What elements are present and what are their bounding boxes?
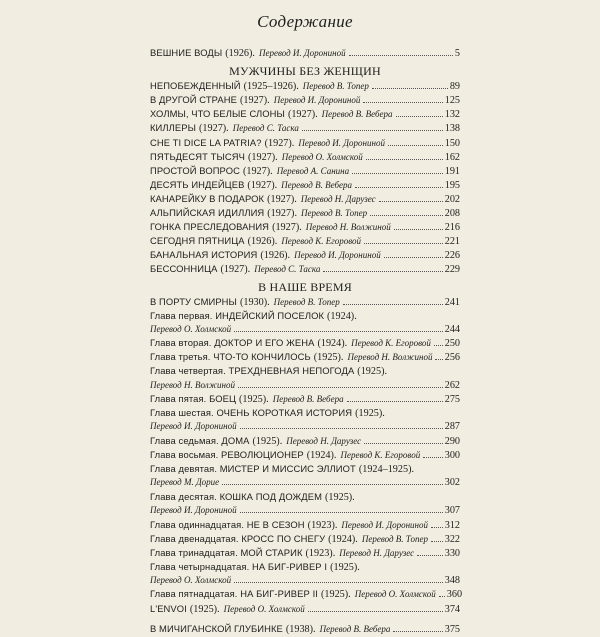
entry-page-number: 191 — [444, 165, 460, 177]
entry-title: ПЯТЬДЕСЯТ ТЫСЯЧ — [150, 150, 245, 162]
toc-entry — [150, 602, 460, 616]
dot-leader — [302, 130, 443, 131]
dot-leader — [384, 257, 443, 258]
entry-title: Глава четвертая. ТРЕХДНЕВНАЯ НЕПОГОДА — [150, 365, 355, 377]
toc-entry — [150, 574, 460, 588]
toc-entry — [150, 490, 460, 504]
toc-entry — [150, 462, 460, 476]
entry-translator: Перевод О. Холмской — [150, 323, 232, 334]
toc-entry — [150, 234, 460, 248]
entry-translator: Перевод О. Холмской — [281, 151, 363, 162]
entry-translator: Перевод И. Дорониной — [273, 95, 361, 106]
toc-entry — [150, 295, 460, 309]
entry-page-number: 125 — [444, 95, 460, 107]
entry-title: Глава тринадцатая. МОЙ СТАРИК — [150, 546, 303, 558]
dot-leader — [423, 457, 443, 458]
entry-year: (1924–1925). — [358, 464, 415, 476]
entry-year: (1927). — [264, 137, 295, 149]
entry-year: (1925). — [189, 603, 220, 615]
entry-year: (1927). — [242, 165, 273, 177]
entry-translator: Перевод И. Дорониной — [258, 48, 346, 58]
toc-entry — [150, 546, 460, 560]
entry-year: (1927). — [199, 123, 229, 135]
dot-leader — [370, 215, 443, 216]
entry-title: КИЛЛЕРЫ — [150, 122, 197, 134]
entry-translator: Перевод С. Таска — [254, 264, 321, 275]
entry-translator: Перевод О. Холмской — [354, 589, 436, 600]
entry-translator: Перевод К. Егоровой — [281, 236, 362, 247]
entry-translator: Перевод Н. Волжиной — [305, 222, 391, 233]
entry-title: В ДРУГОЙ СТРАНЕ — [150, 94, 237, 106]
toc-list — [150, 46, 463, 637]
entry-page-number: 330 — [444, 547, 460, 559]
entry-page-number: 195 — [444, 179, 460, 191]
entry-translator: Перевод В. Вебера — [319, 623, 391, 634]
entry-translator: Перевод Н. Дарузес — [300, 193, 376, 204]
toc-entry — [150, 448, 460, 462]
toc-entry — [150, 79, 460, 93]
toc-entry — [150, 323, 460, 337]
entry-year: (1925). — [355, 408, 385, 420]
entry-title: Глава девятая. МИСТЕР И МИССИС ЭЛЛИОТ — [150, 463, 356, 475]
toc-entry — [150, 136, 460, 150]
entry-year: (1925–1926). — [243, 81, 299, 93]
dot-leader — [431, 527, 443, 528]
entry-year: (1927). — [247, 151, 278, 163]
entry-page-number: 262 — [444, 379, 460, 391]
dot-leader — [393, 631, 442, 632]
entry-page-number: 132 — [444, 109, 460, 121]
entry-page-number: 216 — [444, 222, 460, 234]
entry-page-number: 162 — [444, 151, 460, 163]
entry-year: (1923). — [305, 547, 336, 559]
toc-entry — [150, 350, 460, 364]
entry-title: Глава десятая. КОШКА ПОД ДОЖДЕМ — [150, 490, 323, 502]
toc-entry — [150, 248, 460, 262]
entry-page-number: 229 — [444, 264, 460, 276]
entry-page-number: 302 — [444, 477, 460, 489]
entry-year: (1927). — [247, 179, 278, 191]
entry-translator: Перевод И. Дорониной — [150, 504, 237, 515]
entry-translator: Перевод В. Вебера — [281, 179, 352, 190]
entry-year: (1927). — [220, 264, 251, 276]
toc-entry — [150, 121, 460, 135]
dot-leader — [417, 555, 443, 556]
entry-title: ПРОСТОЙ ВОПРОС — [150, 164, 240, 176]
dot-leader — [364, 443, 443, 444]
dot-leader — [240, 512, 443, 513]
section-heading: МУЖЧИНЫ БЕЗ ЖЕНЩИН — [229, 64, 381, 79]
entry-title: СЕГОДНЯ ПЯТНИЦА — [150, 235, 245, 247]
entry-page-number: 307 — [444, 504, 460, 516]
entry-title: L'ENVOI — [150, 602, 187, 614]
entry-page-number: 202 — [444, 193, 460, 205]
dot-leader — [372, 88, 448, 89]
toc-entry — [150, 336, 460, 350]
entry-year: (1925). — [320, 589, 351, 601]
dot-leader — [379, 201, 443, 202]
dot-leader — [347, 401, 443, 402]
entry-translator: Перевод Н. Дарузес — [339, 547, 415, 558]
entry-title: В МИЧИГАНСКОЙ ГЛУБИНКЕ — [150, 622, 283, 634]
entry-translator: Перевод И. Дорониной — [150, 421, 237, 432]
entry-title: CHE TI DICE LA PATRIA? — [150, 136, 262, 148]
toc-entry — [150, 476, 460, 490]
dot-leader — [366, 159, 443, 160]
entry-translator: Перевод В. Топер — [273, 296, 340, 307]
entry-translator: Перевод А. Санина — [276, 165, 350, 176]
entry-translator: Перевод И. Дорониной — [294, 250, 381, 261]
entry-year: (1927). — [272, 222, 302, 234]
entry-translator: Перевод В. Топер — [301, 208, 368, 219]
entry-page-number: 375 — [444, 623, 460, 635]
entry-year: (1924). — [317, 338, 348, 350]
dot-leader — [323, 271, 442, 272]
entry-page-number: 208 — [444, 208, 460, 220]
toc-entry — [150, 504, 460, 518]
dot-leader — [434, 345, 443, 346]
toc-entry — [150, 178, 460, 192]
entry-page-number: 150 — [444, 137, 460, 149]
entry-translator: Перевод Н. Волжиной — [347, 352, 433, 363]
entry-title: Глава восьмая. РЕВОЛЮЦИОНЕР — [150, 449, 304, 461]
entry-year: (1924). — [328, 533, 358, 545]
entry-page-number: 226 — [444, 250, 460, 262]
entry-translator: Перевод М. Дорие — [150, 477, 220, 488]
toc-entry — [150, 262, 460, 276]
dot-leader — [435, 359, 442, 360]
toc-entry — [150, 392, 460, 406]
entry-title: Глава двенадцатая. КРОСС ПО СНЕГУ — [150, 532, 326, 544]
entry-page-number: 300 — [444, 450, 460, 462]
dot-leader — [394, 229, 443, 230]
entry-page-number: 360 — [446, 589, 463, 601]
entry-year: (1923). — [307, 519, 338, 531]
entry-page-number: 256 — [444, 352, 460, 364]
entry-year: (1926). — [225, 48, 255, 59]
dot-leader — [238, 387, 443, 388]
entry-page-number: 312 — [444, 519, 460, 531]
entry-page-number: 287 — [444, 421, 460, 433]
toc-entry — [150, 206, 460, 220]
dot-leader — [439, 596, 445, 597]
toc-entry — [150, 164, 460, 178]
entry-page-number: 275 — [444, 394, 460, 406]
entry-title: ВЕШНИЕ ВОДЫ — [150, 47, 223, 58]
entry-page-number: 5 — [454, 48, 460, 59]
dot-leader — [363, 102, 442, 103]
entry-year: (1927). — [267, 193, 297, 205]
toc-entry — [150, 560, 460, 574]
dot-leader — [431, 541, 443, 542]
entry-title: Глава пятнадцатая. НА БИГ-РИВЕР II — [150, 588, 318, 600]
dot-leader — [352, 173, 443, 174]
dot-leader — [308, 611, 443, 612]
entry-translator: Перевод И. Дорониной — [298, 137, 385, 148]
toc-entry — [150, 518, 460, 532]
entry-title: БЕССОННИЦА — [150, 263, 218, 275]
entry-page-number: 322 — [444, 533, 460, 545]
entry-page-number: 374 — [444, 603, 460, 615]
entry-title: Глава пятая. БОЕЦ — [150, 393, 236, 405]
toc-entry — [150, 587, 463, 601]
entry-page-number: 250 — [444, 338, 460, 350]
entry-translator: Перевод О. Холмской — [150, 574, 232, 585]
toc-entry — [150, 364, 460, 378]
entry-page-number: 241 — [444, 296, 460, 308]
entry-year: (1927). — [239, 95, 270, 107]
dot-leader — [234, 582, 443, 583]
entry-title: КАНАРЕЙКУ В ПОДАРОК — [150, 192, 265, 204]
toc-entry — [150, 192, 460, 206]
entry-year: (1925). — [313, 352, 344, 364]
entry-year: (1925). — [357, 366, 388, 378]
toc-entry — [150, 532, 460, 546]
entry-year: (1926). — [247, 236, 278, 248]
entry-translator: Перевод С. Таска — [232, 123, 299, 134]
entry-year: (1927). — [267, 208, 297, 220]
entry-translator: Перевод О. Холмской — [223, 603, 305, 614]
entry-year: (1925). — [325, 491, 355, 503]
toc-entry — [150, 420, 460, 434]
dot-leader — [343, 304, 443, 305]
entry-title: Глава шестая. ОЧЕНЬ КОРОТКАЯ ИСТОРИЯ — [150, 407, 353, 419]
page-title: Содержание — [257, 12, 353, 31]
toc-entry — [150, 622, 460, 637]
toc-entry — [150, 150, 460, 164]
toc-entry — [150, 93, 460, 107]
entry-title: Глава седьмая. ДОМА — [150, 434, 250, 446]
entry-translator: Перевод В. Вебера — [272, 394, 344, 405]
entry-year: (1924). — [306, 450, 337, 462]
entry-page-number: 89 — [449, 81, 460, 93]
entry-translator: Перевод Н. Дарузес — [286, 435, 362, 446]
entry-title: ГОНКА ПРЕСЛЕДОВАНИЯ — [150, 221, 270, 233]
entry-title: Глава вторая. ДОКТОР И ЕГО ЖЕНА — [150, 337, 315, 349]
entry-title: НЕПОБЕЖДЕННЫЙ — [150, 80, 241, 92]
toc-entry — [150, 107, 460, 121]
entry-title: Глава третья. ЧТО-ТО КОНЧИЛОСЬ — [150, 351, 311, 363]
entry-title: В ПОРТУ СМИРНЫ — [150, 295, 237, 307]
entry-year: (1924). — [327, 310, 357, 322]
toc-entry — [150, 220, 460, 234]
dot-leader — [364, 243, 443, 244]
entry-translator: Перевод Н. Волжиной — [150, 379, 235, 390]
dot-leader — [234, 331, 443, 332]
entry-page-number: 244 — [444, 323, 460, 335]
entry-translator: Перевод И. Дорониной — [341, 519, 429, 530]
toc-entry — [150, 379, 460, 393]
entry-title: ДЕСЯТЬ ИНДЕЙЦЕВ — [150, 178, 245, 190]
entry-title: Глава первая. ИНДЕЙСКИЙ ПОСЕЛОК — [150, 309, 325, 321]
dot-leader — [388, 145, 443, 146]
entry-translator: Перевод В. Топер — [302, 81, 369, 92]
dot-leader — [349, 55, 453, 56]
dot-leader — [355, 187, 443, 188]
entry-year: (1938). — [285, 623, 316, 635]
entry-year: (1927). — [287, 109, 318, 121]
toc-entry — [150, 406, 460, 420]
toc-entry — [150, 309, 460, 323]
entry-page-number: 290 — [444, 435, 460, 447]
entry-year: (1925). — [252, 435, 283, 447]
dot-leader — [240, 428, 443, 429]
entry-year: (1925). — [330, 561, 360, 573]
entry-title: АЛЬПИЙСКАЯ ИДИЛЛИЯ — [150, 207, 265, 219]
toc-entry — [150, 46, 460, 61]
entry-translator: Перевод К. Егоровой — [351, 338, 431, 349]
toc-entry — [150, 434, 460, 448]
entry-year: (1926). — [260, 250, 291, 262]
entry-title: Глава одиннадцатая. НЕ В СЕЗОН — [150, 518, 305, 530]
entry-translator: Перевод К. Егоровой — [340, 450, 421, 461]
dot-leader — [222, 484, 443, 485]
entry-page-number: 138 — [444, 123, 460, 135]
section-heading: В НАШЕ ВРЕМЯ — [258, 279, 352, 294]
entry-title: ХОЛМЫ, ЧТО БЕЛЫЕ СЛОНЫ — [150, 108, 285, 120]
entry-title: Глава четырнадцатая. НА БИГ-РИВЕР I — [150, 560, 328, 572]
entry-year: (1925). — [239, 394, 269, 406]
entry-translator: Перевод В. Вебера — [321, 109, 393, 120]
entry-page-number: 348 — [444, 574, 460, 586]
entry-translator: Перевод В. Топер — [361, 533, 428, 544]
entry-page-number: 221 — [444, 236, 460, 248]
dot-leader — [396, 116, 443, 117]
entry-year: (1930). — [239, 296, 270, 308]
entry-title: БАНАЛЬНАЯ ИСТОРИЯ — [150, 249, 258, 261]
